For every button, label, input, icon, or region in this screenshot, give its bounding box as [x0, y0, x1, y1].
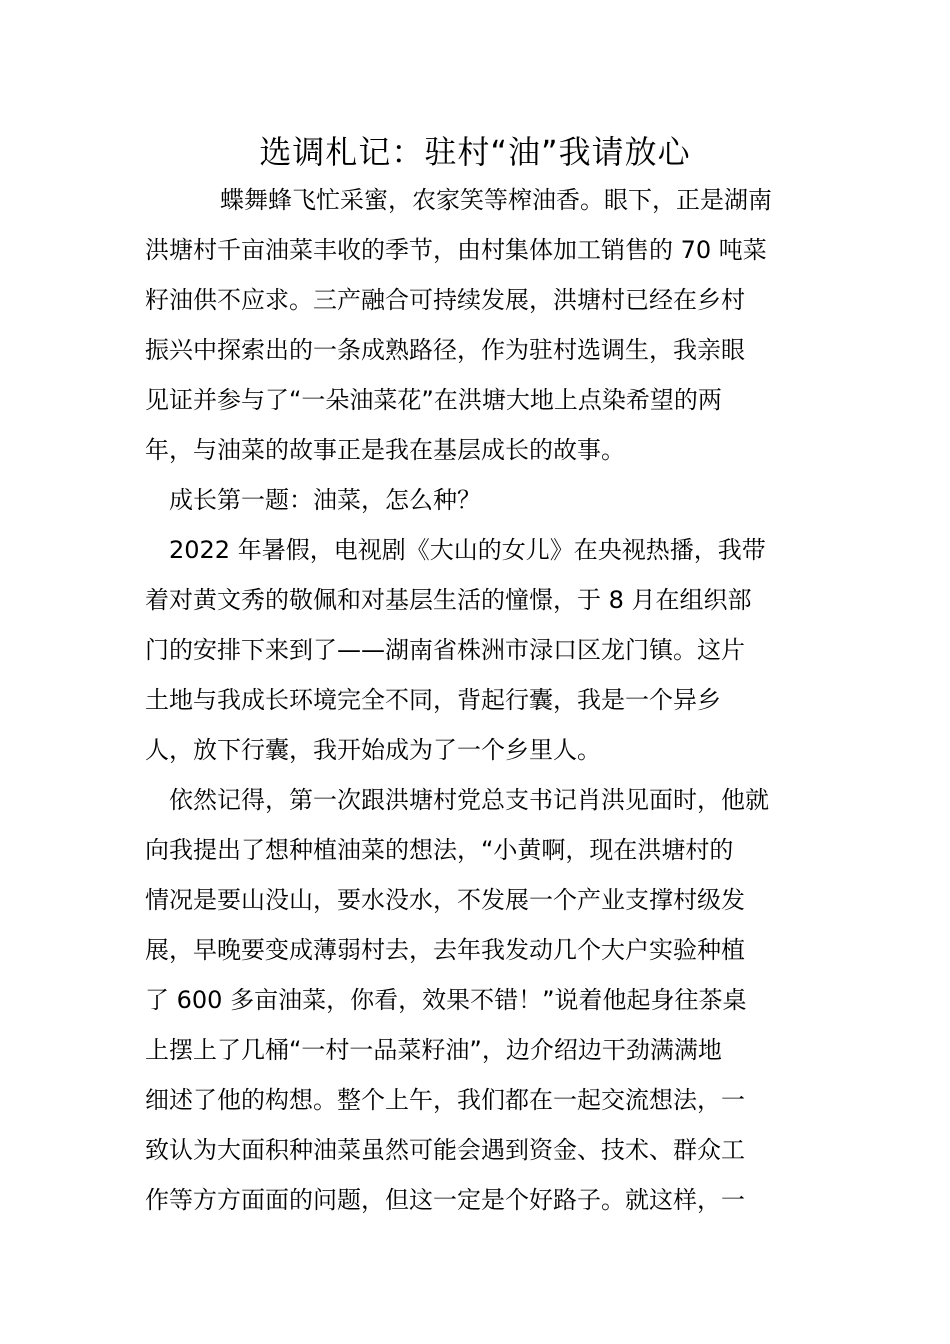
text-line: 振兴中探索出的一条成熟路径，作为驻村选调生，我亲眼 — [145, 336, 745, 364]
text-line: 门的安排下来到了——湖南省株洲市渌口区龙门镇。这片 — [145, 636, 745, 664]
text-line: 展，早晚要变成薄弱村去，去年我发动几个大户实验种植 — [145, 936, 745, 964]
page-title: 选调札记：驻村“油”我请放心 — [259, 133, 691, 171]
text-line: 人，放下行囊，我开始成为了一个乡里人。 — [145, 736, 601, 764]
text-line: 作等方方面面的问题，但这一定是个好路子。就这样，一 — [145, 1186, 745, 1214]
text-line: 着对黄文秀的敬佩和对基层生活的憧憬，于 8 月在组织部 — [145, 586, 752, 614]
text-line: 上摆上了几桶“一村一品菜籽油”，边介绍边干劲满满地 — [145, 1036, 722, 1064]
text-line: 了 600 多亩油菜，你看，效果不错！”说着他起身往茶桌 — [145, 986, 747, 1014]
text-line: 年，与油菜的故事正是我在基层成长的故事。 — [145, 436, 625, 464]
text-line: 致认为大面积种油菜虽然可能会遇到资金、技术、群众工 — [145, 1136, 745, 1164]
text-line: 依然记得，第一次跟洪塘村党总支书记肖洪见面时，他就 — [169, 786, 769, 814]
text-line: 籽油供不应求。三产融合可持续发展，洪塘村已经在乡村 — [145, 286, 745, 314]
text-line: 洪塘村千亩油菜丰收的季节，由村集体加工销售的 70 吨菜 — [145, 236, 767, 264]
text-line: 2022 年暑假，电视剧《大山的女儿》在央视热播，我带 — [169, 536, 766, 564]
text-line: 蝶舞蜂飞忙采蜜，农家笑等榨油香。眼下，正是湖南 — [220, 186, 772, 214]
document-body — [145, 180, 809, 1230]
text-line: 细述了他的构想。整个上午，我们都在一起交流想法，一 — [145, 1086, 745, 1114]
text-line: 见证并参与了“一朵油菜花”在洪塘大地上点染希望的两 — [145, 386, 722, 414]
text-line: 向我提出了想种植油菜的想法，“小黄啊，现在洪塘村的 — [145, 836, 734, 864]
text-line: 情况是要山没山，要水没水，不发展一个产业支撑村级发 — [145, 886, 745, 914]
section-heading: 成长第一题：油菜，怎么种？ — [169, 486, 481, 514]
text-line: 土地与我成长环境完全不同，背起行囊，我是一个异乡 — [145, 686, 721, 714]
